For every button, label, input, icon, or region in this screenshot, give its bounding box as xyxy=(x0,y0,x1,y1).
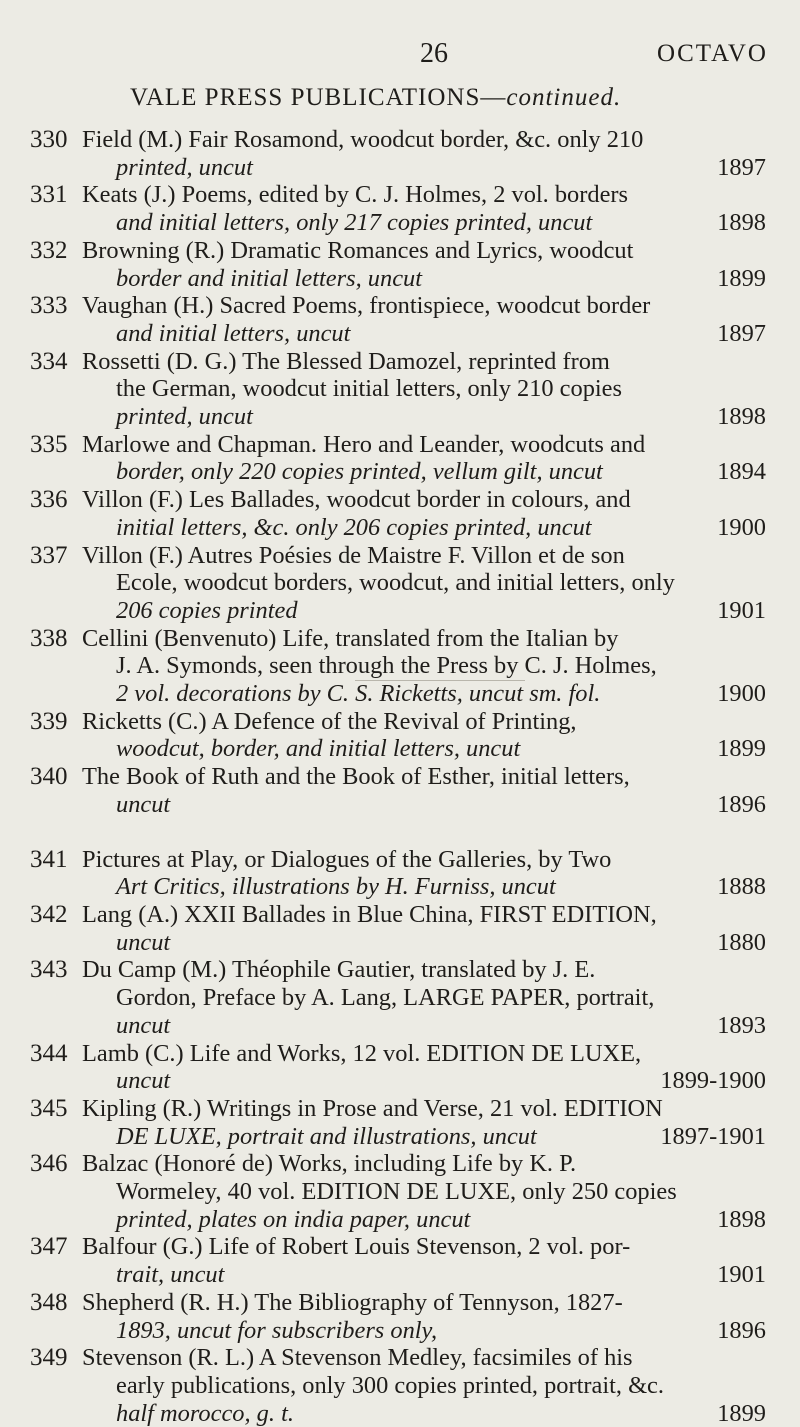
entry-year: 1897-1901 xyxy=(660,1122,766,1150)
catalogue-entry xyxy=(0,542,800,625)
page-header xyxy=(0,38,800,68)
entry-last-line xyxy=(82,1206,766,1234)
entry-description: uncut xyxy=(116,1011,171,1039)
catalogue-entry xyxy=(0,1095,800,1150)
catalogue-entry xyxy=(0,901,800,956)
entry-line: early publications, only 300 copies printed, portrait, &c. xyxy=(116,1371,664,1399)
entry-line: Kipling (R.) Writings in Prose and Verse, 21 vol. EDITION xyxy=(82,1094,663,1122)
entry-line: Gordon, Preface by A. Lang, LARGE PAPER, portrait, xyxy=(116,984,655,1012)
entry-line: Keats (J.) Poems, edited by C. J. Holmes, 2 vol. borders xyxy=(82,181,629,209)
lot-number: 344 xyxy=(30,1039,68,1067)
entry-year: 1896 xyxy=(717,790,766,818)
entry-last-line xyxy=(82,791,766,819)
lot-number: 334 xyxy=(30,347,68,375)
lot-number: 348 xyxy=(30,1288,68,1316)
entry-year: 1880 xyxy=(717,928,766,956)
section-label: OCTAVO xyxy=(657,40,768,67)
entry-description: printed, plates on india paper, uncut xyxy=(116,1205,471,1233)
entry-description: printed, uncut xyxy=(116,403,253,431)
lot-number: 332 xyxy=(30,236,68,264)
entry-year: 1898 xyxy=(717,403,766,431)
entry-line: Shepherd (R. H.) The Bibliography of Tennyson, 1827- xyxy=(82,1288,623,1316)
entry-year: 1899 xyxy=(717,264,766,292)
catalogue-entry xyxy=(0,237,800,292)
entry-line: Lamb (C.) Life and Works, 12 vol. EDITION DE LUXE, xyxy=(82,1039,642,1067)
lot-number: 331 xyxy=(30,181,68,209)
catalogue-entry xyxy=(0,486,800,541)
lot-number: 333 xyxy=(30,292,68,320)
catalogue-entry xyxy=(0,431,800,486)
entry-line: Browning (R.) Dramatic Romances and Lyrics, woodcut xyxy=(82,236,634,264)
catalogue-entry xyxy=(0,181,800,236)
entry-description: Art Critics, illustrations by H. Furniss, uncut xyxy=(116,873,556,901)
entry-last-line xyxy=(82,1123,766,1151)
entry-line: Vaughan (H.) Sacred Poems, frontispiece, woodcut border xyxy=(82,292,651,320)
entry-line: Field (M.) Fair Rosamond, woodcut border, &c. only 210 xyxy=(82,126,644,153)
entry-last-line xyxy=(82,1400,766,1427)
entry-last-line xyxy=(82,403,766,431)
entry-description: border and initial letters, uncut xyxy=(116,264,422,292)
entry-line: J. A. Symonds, seen through the Press by C. J. Holmes, xyxy=(116,652,657,680)
entry-line: Villon (F.) Les Ballades, woodcut border in colours, and xyxy=(82,486,631,514)
entry-year: 1901 xyxy=(717,596,766,624)
entry-description: uncut xyxy=(116,1067,171,1095)
entry-last-line xyxy=(82,1067,766,1095)
entry-year: 1898 xyxy=(717,209,766,237)
entry-line: Rossetti (D. G.) The Blessed Damozel, reprinted from xyxy=(82,347,610,375)
catalogue-entry xyxy=(0,708,800,763)
catalogue-entry xyxy=(0,1233,800,1288)
catalogue-entry xyxy=(0,1040,800,1095)
entry-year: 1893 xyxy=(717,1011,766,1039)
entry-last-line xyxy=(82,1012,766,1040)
entry-line: Cellini (Benvenuto) Life, translated from the Italian by xyxy=(82,624,619,652)
lot-number: 346 xyxy=(30,1150,68,1178)
entry-year: 1897 xyxy=(717,319,766,347)
lot-number: 339 xyxy=(30,707,68,735)
entry-last-line xyxy=(82,514,766,542)
entry-description: 206 copies printed xyxy=(116,596,298,624)
entry-last-line xyxy=(82,458,766,486)
catalogue-entry xyxy=(0,956,800,1039)
lot-number: 343 xyxy=(30,956,68,984)
catalogue-entry xyxy=(0,292,800,347)
entry-description: border, only 220 copies printed, vellum gilt, uncut xyxy=(116,458,603,486)
entry-year: 1901 xyxy=(717,1261,766,1289)
lot-number: 337 xyxy=(30,541,68,569)
entry-line: Balfour (G.) Life of Robert Louis Stevenson, 2 vol. por- xyxy=(82,1233,631,1261)
entry-last-line xyxy=(82,597,766,625)
entry-description: trait, uncut xyxy=(116,1261,225,1289)
entry-description: DE LUXE, portrait and illustrations, uncut xyxy=(116,1122,537,1150)
lot-number: 345 xyxy=(30,1094,68,1122)
section-heading xyxy=(130,84,621,112)
entry-last-line xyxy=(82,209,766,237)
catalogue-entry xyxy=(0,1150,800,1233)
entry-year: 1900 xyxy=(717,680,766,708)
entry-year: 1900 xyxy=(717,513,766,541)
entry-description: initial letters, &c. only 206 copies printed, uncut xyxy=(116,513,592,541)
catalogue-entry xyxy=(0,1344,800,1427)
entry-description: woodcut, border, and initial letters, uncut xyxy=(116,735,521,763)
catalogue-entry xyxy=(0,846,800,901)
entry-year: 1894 xyxy=(717,458,766,486)
entry-last-line xyxy=(82,735,766,763)
lot-number: 347 xyxy=(30,1233,68,1261)
entry-line: The Book of Ruth and the Book of Esther, initial letters, xyxy=(82,763,630,791)
entry-last-line xyxy=(82,1261,766,1289)
entry-line: Balzac (Honoré de) Works, including Life by K. P. xyxy=(82,1150,577,1178)
entry-line: Stevenson (R. L.) A Stevenson Medley, facsimiles of his xyxy=(82,1344,633,1372)
entry-last-line xyxy=(82,320,766,348)
lot-number: 338 xyxy=(30,624,68,652)
entry-line: Wormeley, 40 vol. EDITION DE LUXE, only 250 copies xyxy=(116,1178,677,1206)
entry-line: Marlowe and Chapman. Hero and Leander, woodcuts and xyxy=(82,430,646,458)
entry-last-line xyxy=(82,265,766,293)
catalogue-entry xyxy=(0,1289,800,1344)
entry-line: Pictures at Play, or Dialogues of the Galleries, by Two xyxy=(82,845,612,873)
page-number: 26 xyxy=(420,38,448,69)
lot-number: 340 xyxy=(30,763,68,791)
lot-number: 336 xyxy=(30,486,68,514)
catalogue-entry xyxy=(0,348,800,431)
lot-number: 330 xyxy=(30,126,68,153)
entry-line: the German, woodcut initial letters, only 210 copies xyxy=(116,375,622,403)
entry-description: 1893, uncut for subscribers only, xyxy=(116,1316,438,1344)
entry-line: Lang (A.) XXII Ballades in Blue China, FIRST EDITION, xyxy=(82,900,657,928)
entry-year: 1899 xyxy=(717,735,766,763)
catalogue-entry xyxy=(0,763,800,818)
entry-year: 1897 xyxy=(717,153,766,181)
entry-year: 1899 xyxy=(717,1399,766,1427)
entry-last-line xyxy=(82,154,766,182)
entry-year: 1898 xyxy=(717,1205,766,1233)
entry-last-line xyxy=(82,929,766,957)
entry-last-line xyxy=(82,680,766,708)
entry-line: Ricketts (C.) A Defence of the Revival of Printing, xyxy=(82,707,577,735)
heading-continued: continued. xyxy=(506,84,622,111)
lot-number: 335 xyxy=(30,430,68,458)
entry-year: 1896 xyxy=(717,1316,766,1344)
entry-description: uncut xyxy=(116,790,171,818)
entry-last-line xyxy=(82,1317,766,1345)
entry-list xyxy=(0,126,800,1427)
entry-description: printed, uncut xyxy=(116,153,253,181)
catalogue-entry xyxy=(0,625,800,708)
entry-description: and initial letters, only 217 copies printed, uncut xyxy=(116,209,593,237)
lot-number: 341 xyxy=(30,845,68,873)
entry-description: and initial letters, uncut xyxy=(116,319,351,347)
entry-description: uncut xyxy=(116,928,171,956)
heading-title: VALE PRESS PUBLICATIONS— xyxy=(130,84,507,111)
entry-year: 1899-1900 xyxy=(660,1067,766,1095)
entry-line: Villon (F.) Autres Poésies de Maistre F. Villon et de son xyxy=(82,541,625,569)
catalogue-entry xyxy=(0,126,800,181)
entry-description: 2 vol. decorations by C. S. Ricketts, uncut sm. fol. xyxy=(116,680,601,708)
entry-year: 1888 xyxy=(717,873,766,901)
entry-line: Ecole, woodcut borders, woodcut, and initial letters, only xyxy=(116,569,675,597)
entry-last-line xyxy=(82,873,766,901)
lot-number: 342 xyxy=(30,900,68,928)
lot-number: 349 xyxy=(30,1344,68,1372)
entry-description: half morocco, g. t. xyxy=(116,1399,294,1427)
entry-line: Du Camp (M.) Théophile Gautier, translated by J. E. xyxy=(82,956,596,984)
